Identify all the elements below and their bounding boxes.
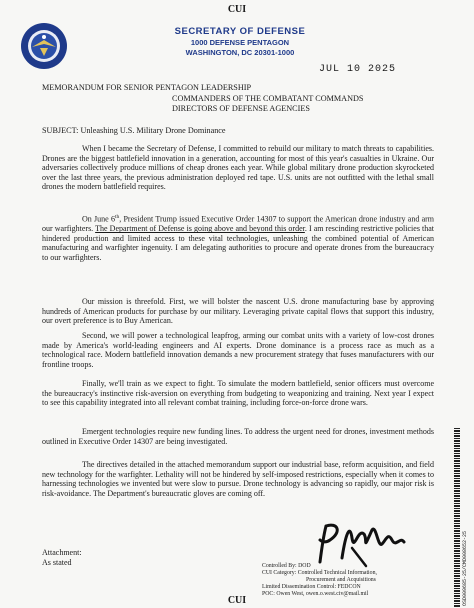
paragraph-4-text: Second, we will power a technological leapfrog, arming our combat units with a variety of low-cost drones made by America's world-leading engineers and AI experts. Drone dominance is a process race as much as a technological race. Modern battlefield innovation demands a new procurement strategy that fuses manufacturers with our frontline troops. bbox=[42, 331, 434, 369]
control-line-3: Procurement and Acquisitions bbox=[306, 577, 376, 583]
letterhead bbox=[120, 26, 360, 57]
letterhead-address-1: 1000 DEFENSE PENTAGON bbox=[190, 38, 290, 47]
paragraph-7-text: The directives detailed in the attached memorandum support our industrial base, reform acquisition, and field new technology for the warfighter. Lethality will not be hindered by self-imposed restrictions, especially when it comes to harnessing technologies we invented but were slow to pursue. Drone technology is advancing so rapidly, our major risk is risk-avoidance. The Department's bureaucratic gloves are coming off. bbox=[42, 460, 434, 498]
paragraph-3 bbox=[42, 297, 434, 326]
paragraph-5 bbox=[42, 379, 434, 408]
paragraph-3-text: Our mission is threefold. First, we will bolster the nascent U.S. drone manufacturing base by approving hundreds of American products for purchase by our military. Leveraging private capital flows that support this industry, our overt preference is to Buy American. bbox=[42, 297, 434, 326]
attachment-block bbox=[42, 548, 82, 568]
barcode-number: OSD009685-25/CMD008652-25 bbox=[462, 530, 468, 606]
paragraph-1-text: When I became the Secretary of Defense, I committed to rebuild our military to match threats to capabilities. Drones are the biggest battlefield innovation in a generation, accounting for most of this year's casualties in Ukraine. Our adversaries collectively produce millions of cheap drones each year. While global military drone production skyrocketed over the last three years, the previous administration deployed red tape. U.S. units are not outfitted with the lethal small drones the modern battlefield requires. bbox=[42, 144, 434, 192]
memo-line-1: MEMORANDUM FOR SENIOR PENTAGON LEADERSHIP bbox=[42, 83, 252, 92]
barcode bbox=[454, 428, 472, 608]
control-line-5: POC: Owen West, owen.o.west.civ@mail.mil bbox=[262, 591, 369, 597]
p2-underlined: The Department of Defense is going above and beyond this order bbox=[95, 224, 305, 234]
paragraph-4 bbox=[42, 331, 434, 369]
letterhead-address-2: WASHINGTON, DC 20301-1000 bbox=[185, 48, 295, 57]
date-stamp: JUL 10 2025 bbox=[318, 64, 396, 75]
control-line-4: Limited Dissemination Control: FEDCON bbox=[262, 584, 361, 590]
barcode-bars bbox=[454, 428, 460, 608]
paragraph-2 bbox=[42, 213, 434, 263]
dod-seal-icon bbox=[20, 22, 68, 70]
paragraph-7 bbox=[42, 460, 434, 498]
attachment-value: As stated bbox=[42, 558, 72, 567]
control-block bbox=[262, 563, 377, 598]
paragraph-6 bbox=[42, 427, 434, 446]
cui-marking-bottom: CUI bbox=[227, 595, 247, 606]
memo-recipients bbox=[42, 83, 363, 115]
paragraph-1 bbox=[42, 144, 434, 192]
control-line-2: CUI Category: Controlled Technical Information, bbox=[262, 570, 377, 576]
memo-line-3: DIRECTORS OF DEFENSE AGENCIES bbox=[172, 104, 310, 113]
p2-part-a: On June 6 bbox=[82, 214, 115, 224]
attachment-label: Attachment: bbox=[42, 548, 82, 557]
paragraph-6-text: Emergent technologies require new funding lines. To address the urgent need for drones, investment methods outlined in Executive Order 14307 are being investigated. bbox=[42, 427, 434, 446]
letterhead-title: SECRETARY OF DEFENSE bbox=[174, 26, 306, 37]
control-line-1: Controlled By: DOD bbox=[262, 563, 311, 569]
p2-superscript: th bbox=[114, 214, 120, 220]
cui-marking-top: CUI bbox=[227, 4, 247, 15]
memo-line-2: COMMANDERS OF THE COMBATANT COMMANDS bbox=[172, 93, 364, 103]
p2-part-b: , President Trump issued Executive Order 14307 to support the American drone industry and arm our warfighters. bbox=[42, 214, 435, 234]
paragraph-5-text: Finally, we'll train as we expect to fight. To simulate the modern battlefield, senior officers must overcome the bureaucracy's instinctive risk-aversion on everything from budgeting to weaponizing and training. Next year I expect to see this capability integrated into all relevant combat training, including force-on-force drone wars. bbox=[42, 379, 434, 408]
paragraph-2-text bbox=[42, 213, 434, 263]
p2-part-c: . I am rescinding restrictive policies that hindered production and limited access to these vital technologies, unleashing the combined potential of American manufacturing and warfighter ingenuity. I am delegating authorities to procure and operate drones from the bureaucracy to our warfighters. bbox=[42, 224, 435, 263]
subject-line: SUBJECT: Unleashing U.S. Military Drone Dominance bbox=[42, 126, 226, 135]
